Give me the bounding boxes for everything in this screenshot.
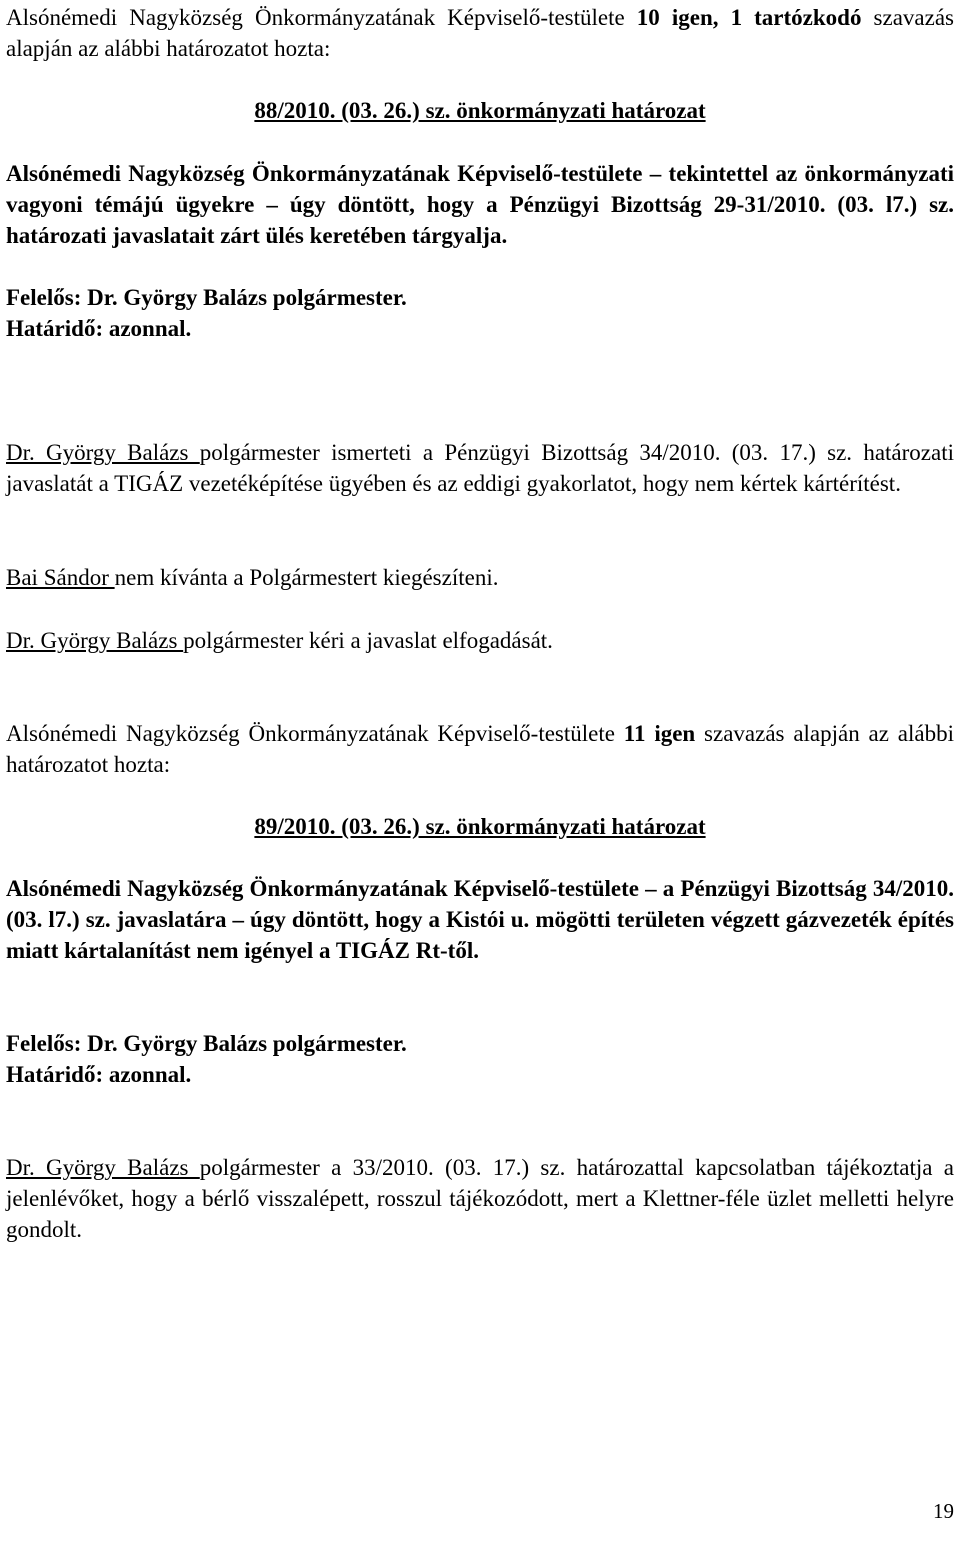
resolution-2-body: Alsónémedi Nagyközség Önkormányzatának Képviselő-testülete – a Pénzügyi Bizottság 34/2010. (03. l7.) sz. javaslatára – úgy döntött, hogy a Kistói u. mögötti területen végzett gázvezeték építés miatt kártalanítást nem igényel a TIGÁZ Rt-től. [6,876,954,963]
paragraph-text: nem kívánta a Polgármestert kiegészíteni. [114,565,499,590]
vote-result-1: 10 igen, 1 tartózkodó [636,5,862,30]
resolution-2-title [0,811,960,842]
paragraph-mayor-presents [6,437,954,499]
paragraph-mayor-requests [6,625,954,656]
vote-intro-1-text-start: Alsónémedi Nagyközség Önkormányzatának Képviselő-testülete [6,5,637,30]
vote-intro-1 [6,2,954,64]
speaker-name: Bai Sándor [6,565,115,590]
vote-intro-2-text-start: Alsónémedi Nagyközség Önkormányzatának Képviselő-testülete [6,721,624,746]
paragraph-mayor-informs [6,1152,954,1245]
resolution-2-title-text: 89/2010. (03. 26.) sz. önkormányzati határozat [254,814,706,839]
page-number: 19 [933,1499,954,1523]
speaker-name: Dr. György Balázs [6,628,184,653]
paragraph-text: polgármester a 33/2010. (03. 17.) sz. határozattal kapcsolatban tájékoztatja a jelenlévőket, hogy a bérlő visszalépett, rosszul tájékozódott, mert a Klettner-féle üzlet melletti helyre gondolt. [6,1155,954,1242]
resolution-1-body: Alsónémedi Nagyközség Önkormányzatának Képviselő-testülete – tekintettel az önkormányzati vagyoni témájú ügyekre – úgy döntött, hogy a Pénzügyi Bizottság 29-31/2010. (03. l7.) sz. határozati javaslatait zárt ülés keretében tárgyalja. [6,161,954,248]
speaker-name: Dr. György Balázs [6,1155,200,1180]
paragraph-bai-sandor [6,562,954,593]
resolution-2-responsible: Felelős: Dr. György Balázs polgármester. [6,1031,407,1056]
resolution-1-title [0,95,960,126]
vote-result-2: 11 igen [623,721,696,746]
paragraph-text: polgármester kéri a javaslat elfogadását. [183,628,553,653]
vote-intro-1-text-end: szavazás alapján az alábbi határozatot hozta: [6,5,954,61]
speaker-name: Dr. György Balázs [6,440,200,465]
resolution-1-deadline: Határidő: azonnal. [6,316,192,341]
vote-intro-2-text-end: szavazás alapján az alábbi határozatot hozta: [6,721,954,777]
resolution-2-deadline: Határidő: azonnal. [6,1062,192,1087]
resolution-1-title-text: 88/2010. (03. 26.) sz. önkormányzati határozat [254,98,706,123]
vote-intro-2 [6,718,954,780]
resolution-1-responsible: Felelős: Dr. György Balázs polgármester. [6,285,407,310]
paragraph-text: polgármester ismerteti a Pénzügyi Bizottság 34/2010. (03. 17.) sz. határozati javaslatát a TIGÁZ vezetéképítése ügyében és az eddigi gyakorlatot, hogy nem kértek kártérítést. [6,440,954,496]
